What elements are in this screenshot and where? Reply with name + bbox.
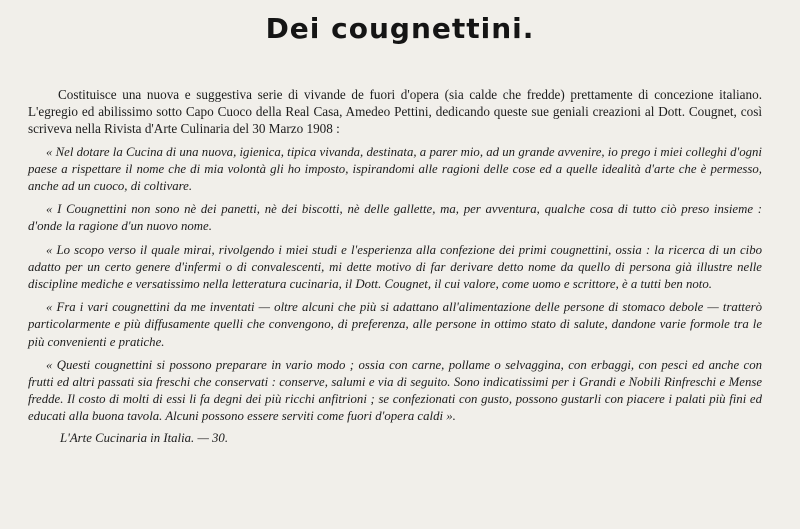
intro-paragraph: Costituisce una nuova e suggestiva serie di vivande de fuori d'opera (sia calde che fredde) prettamente di concezione italiano. L'egregio ed abilissimo sotto Capo Cuoco della Real Casa, Amedeo Pettini, dedicando queste sue geniali creazioni al Dott. Cougnet, così scriveva nella Rivista d'Arte Culinaria del 30 Marzo 1908 : bbox=[28, 87, 762, 137]
quote-paragraph-2: « I Cougnettini non sono nè dei panetti, nè dei biscotti, nè delle gallette, ma, per avventura, qualche cosa di tutto ciò preso insieme : d'onde la ragione d'un nuovo nome. bbox=[28, 202, 762, 234]
quote-paragraph-1: « Nel dotare la Cucina di una nuova, igienica, tipica vivanda, destinata, a parer mio, ad un grande avvenire, io prego i miei colleghi d'ogni paese a rispettare il nome che di mia volontà gli ho imposto, ispirandomi alle ragioni delle cose ed a quelle idealità d'arte che è permesso, anche ad un cuoco, di coltivare. bbox=[28, 144, 762, 194]
page-title: Dei cougnettini. bbox=[265, 12, 535, 45]
page-footer-signature: L'Arte Cucinaria in Italia. — 30. bbox=[60, 430, 229, 445]
quote-paragraph-5: « Questi cougnettini si possono preparare in vario modo ; ossia con carne, pollame o selvaggina, con erbaggi, con pesci ed anche con frutti ed altri passati sia freschi che conservati : conserve, salumi e via di seguito. Sono indicatissimi per i Grandi e Nobili Rinfreschi e Mense fredde. Il costo di molti di essi li fa degni dei più ricchi anfitrioni ; se confezionati con gusto, possono gustarli con piacere i palati più fini ed educati alla buona tavola. Alcuni possono essere serviti come fuori d'opera caldi ». bbox=[28, 357, 762, 424]
quote-paragraph-3: « Lo scopo verso il quale mirai, rivolgendo i miei studi e l'esperienza alla confezione dei primi cougnettini, ossia : la ricerca di un cibo adatto per un certo genere d'infermi o di convalescenti, mi dette motivo di far derivare detto nome da quello di persona già illustre nelle discipline mediche e versatissimo nella letteratura cucinaria, il Dott. Cougnet, il cui valore, come uomo e scrittore, è a tutti ben noto. bbox=[28, 242, 762, 292]
quote-paragraph-4: « Fra i vari cougnettini da me inventati — oltre alcuni che più si adattano all'alimentazione delle persone di stomaco debole — tratterò particolarmente e più diffusamente quelli che convengono, di preferenza, alle persone in ottimo stato di salute, dandone varie formole tra le più convenienti e pratiche. bbox=[28, 300, 762, 349]
page-body bbox=[28, 86, 762, 446]
